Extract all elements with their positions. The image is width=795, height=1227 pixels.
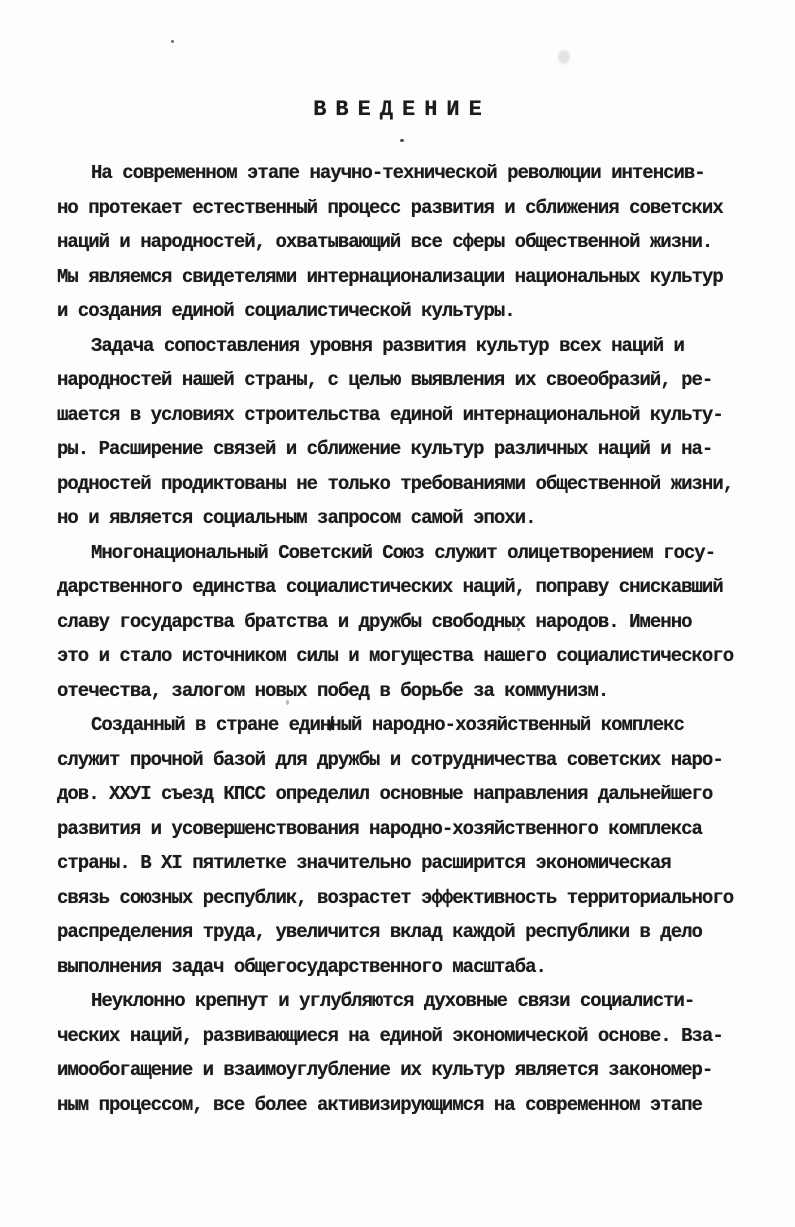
- text-line: Созданный в стране един̸ный народно-хозяйственный комплекс: [91, 714, 684, 736]
- paragraph: [57, 708, 767, 984]
- text-line: выполнения задач общегосударственного масштаба.: [57, 955, 546, 978]
- text-line: ческих наций, развивающиеся на единой экономической основе. Вза-: [57, 1024, 723, 1047]
- text-line: связь союзных республик, возрастет эффективность территориального: [57, 886, 734, 909]
- text-line: Многонациональный Советский Союз служит олицетворением госу-: [91, 541, 716, 564]
- scan-speck: [400, 139, 404, 142]
- text-line: отечества, залогом новых побед в борьбе за коммунизм.: [57, 679, 609, 702]
- text-line: наций и народностей, охватывающий все сферы общественной жизни.: [57, 231, 713, 253]
- paragraph: [57, 156, 767, 329]
- text-line: развития и усовершенствования народно-хозяйственного комплекса: [57, 817, 702, 840]
- scan-smudge: [558, 50, 570, 64]
- text-line: но протекает естественный процесс развития и сближения советских: [57, 196, 723, 219]
- paragraph: [57, 984, 767, 1122]
- text-line: распределения труда, увеличится вклад каждой республики в дело: [57, 921, 702, 943]
- scan-speck: [171, 40, 174, 43]
- text-line: шается в условиях строительства единой интернациональной культу-: [57, 403, 723, 426]
- paragraph: [57, 536, 767, 709]
- text-line: и создания единой социалистической культуры.: [57, 300, 515, 322]
- text-line: славу государства братства и дружбы свободных народов. Именно: [57, 610, 692, 633]
- text-line: Мы являемся свидетелями интернационализации национальных культур: [57, 265, 723, 288]
- text-line: дарственного единства социалистических наций, поправу снискавший: [57, 576, 723, 598]
- text-line: родностей продиктованы не только требованиями общественной жизни,: [57, 472, 734, 495]
- text-line: На современном этапе научно-технической революции интенсив-: [91, 162, 705, 184]
- text-line: ным процессом, все более активизирующимся на современном этапе: [57, 1093, 702, 1116]
- text-line: страны. В XI пятилетке значительно расширится экономическая: [57, 852, 671, 874]
- paragraph: [57, 329, 767, 536]
- text-line: Задача сопоставления уровня развития культур всех наций и: [91, 334, 684, 357]
- text-line: имообогащение и взаимоуглубление их культур является закономер-: [57, 1059, 713, 1081]
- text-line: дов. ХХУІ съезд КПСС определил основные направления дальнейшего: [57, 783, 713, 805]
- text-line: ры. Расширение связей и сближение культур различных наций и на-: [57, 438, 713, 460]
- page-title: ВВЕДЕНИЕ: [313, 97, 491, 122]
- document-body: [57, 156, 767, 1122]
- text-line: Неуклонно крепнут и углубляются духовные связи социалисти-: [91, 990, 695, 1012]
- text-line: но и является социальным запросом самой эпохи.: [57, 507, 536, 529]
- text-line: это и стало источником силы и могущества нашего социалистического: [57, 645, 734, 667]
- text-line: служит прочной базой для дружбы и сотрудничества советских наро-: [57, 748, 723, 771]
- text-line: народностей нашей страны, с целью выявления их своеобразий, ре-: [57, 369, 713, 391]
